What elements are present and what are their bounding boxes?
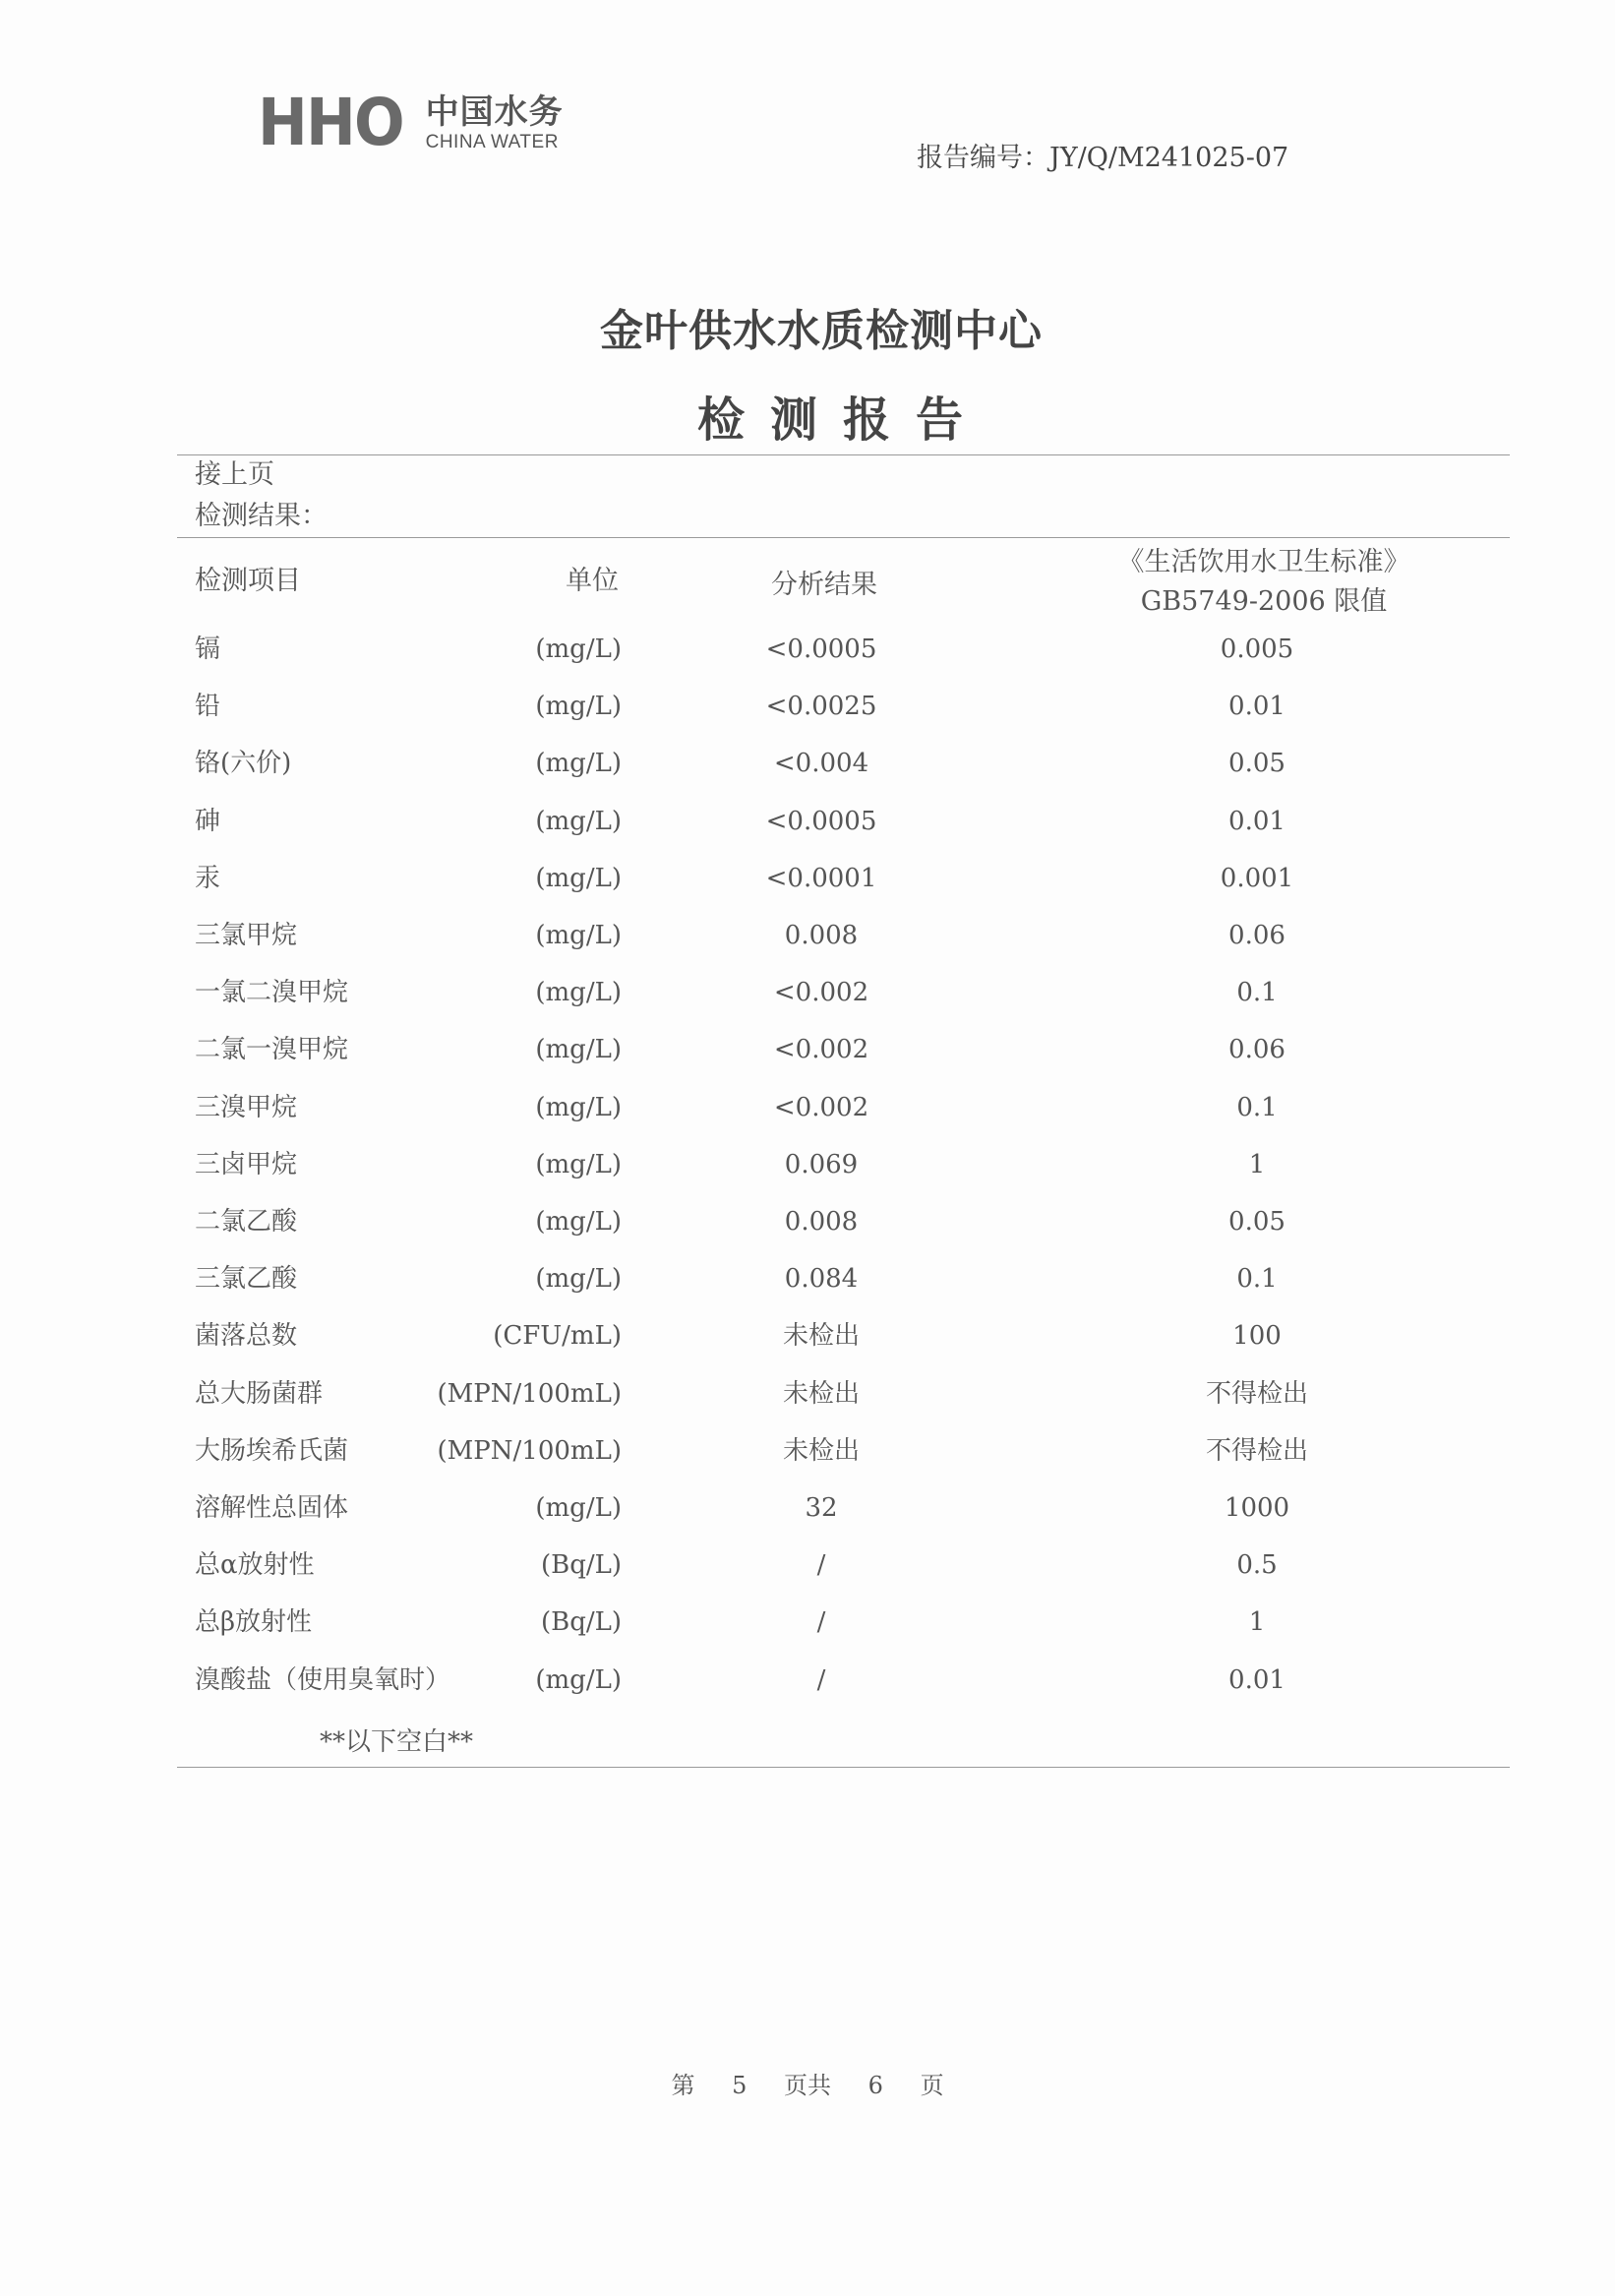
row-limit: 0.005	[1220, 634, 1294, 664]
table-row	[0, 859, 1615, 898]
document-title: 检测报告	[696, 393, 988, 448]
row-item: 二氯乙酸	[195, 1207, 298, 1237]
logo-en-text: CHINA WATER	[425, 131, 559, 152]
results-label: 检测结果：	[195, 501, 328, 531]
row-result: 未检出	[782, 1435, 861, 1466]
row-result: /	[816, 1607, 826, 1638]
logo-cn-text: 中国水务	[425, 91, 564, 132]
row-unit: (mg/L)	[535, 749, 622, 779]
row-unit: (CFU/mL)	[493, 1321, 622, 1352]
limit-header-standard: 《生活饮用水卫生标准》	[1117, 547, 1410, 577]
row-result: 未检出	[782, 1321, 861, 1352]
row-limit: 1000	[1224, 1493, 1290, 1523]
row-item: 砷	[195, 806, 221, 836]
table-row	[0, 1661, 1615, 1700]
row-unit: (mg/L)	[535, 1092, 622, 1122]
logo-text	[425, 91, 564, 152]
row-limit: 1	[1248, 1607, 1266, 1638]
row-item: 总α放射性	[195, 1550, 315, 1581]
row-unit: (Bq/L)	[540, 1607, 622, 1638]
row-result: <0.0025	[765, 692, 877, 722]
row-unit: (mg/L)	[535, 1664, 622, 1695]
row-result: 0.008	[784, 921, 859, 950]
blank-below-note: **以下空白**	[320, 1727, 474, 1757]
row-item: 菌落总数	[195, 1321, 298, 1352]
row-result: /	[816, 1664, 826, 1695]
header-divider	[177, 537, 1510, 538]
row-limit: 0.1	[1236, 978, 1278, 1008]
row-item: 总β放射性	[195, 1607, 313, 1638]
row-result: 0.084	[784, 1264, 859, 1295]
row-result: 0.069	[784, 1149, 859, 1179]
footer-current-page: 5	[732, 2072, 748, 2099]
top-divider	[177, 454, 1510, 455]
row-result: <0.0001	[765, 863, 877, 893]
row-limit: 100	[1232, 1321, 1282, 1352]
row-item: 三氯乙酸	[195, 1264, 298, 1295]
row-item: 一氯二溴甲烷	[195, 978, 349, 1008]
table-row	[0, 1202, 1615, 1241]
row-unit: (MPN/100mL)	[437, 1435, 622, 1466]
row-limit: 0.001	[1220, 863, 1294, 893]
column-header-unit: 单位	[566, 566, 619, 596]
page-footer	[0, 2066, 1615, 2100]
row-unit: (mg/L)	[535, 978, 622, 1008]
limit-header-code: GB5749-2006 限值	[1140, 586, 1388, 617]
row-result: <0.002	[773, 1092, 869, 1122]
table-row	[0, 802, 1615, 841]
row-limit: 0.1	[1236, 1264, 1278, 1295]
row-item: 大肠埃希氏菌	[195, 1435, 349, 1466]
row-unit: (Bq/L)	[540, 1550, 622, 1581]
row-limit: 0.01	[1228, 1664, 1286, 1695]
row-result: 0.008	[784, 1207, 859, 1237]
table-row	[0, 687, 1615, 726]
column-header-limit	[1116, 543, 1411, 622]
bottom-divider	[177, 1767, 1510, 1768]
footer-middle: 页共	[784, 2072, 831, 2099]
row-result: 32	[805, 1493, 838, 1523]
table-row	[0, 1545, 1615, 1585]
table-row	[0, 973, 1615, 1012]
report-number: 报告编号：JY/Q/M241025-07	[917, 143, 1289, 173]
row-unit: (mg/L)	[535, 1149, 622, 1179]
row-item: 溶解性总固体	[195, 1493, 349, 1523]
row-limit: 不得检出	[1205, 1435, 1309, 1466]
row-unit: (mg/L)	[535, 1035, 622, 1065]
row-limit: 1	[1248, 1149, 1266, 1179]
row-item: 铬(六价)	[195, 749, 292, 779]
row-result: <0.002	[773, 978, 869, 1008]
row-item: 溴酸盐（使用臭氧时）	[195, 1664, 451, 1695]
table-row	[0, 744, 1615, 783]
table-row	[0, 1030, 1615, 1069]
row-unit: (mg/L)	[535, 806, 622, 836]
table-row	[0, 1316, 1615, 1356]
row-item: 总大肠菌群	[195, 1378, 324, 1409]
table-row	[0, 1145, 1615, 1184]
row-result: <0.0005	[765, 634, 877, 664]
continued-from-previous: 接上页	[195, 459, 274, 490]
table-row	[0, 1431, 1615, 1471]
row-limit: 0.5	[1236, 1550, 1278, 1581]
row-result: <0.004	[773, 749, 869, 779]
row-item: 三氯甲烷	[195, 921, 298, 950]
row-unit: (MPN/100mL)	[437, 1378, 622, 1409]
row-limit: 0.06	[1228, 1035, 1286, 1065]
row-limit: 0.01	[1228, 806, 1286, 836]
row-limit: 0.1	[1236, 1092, 1278, 1122]
row-item: 二氯一溴甲烷	[195, 1035, 349, 1065]
row-unit: (mg/L)	[535, 1207, 622, 1237]
table-row	[0, 630, 1615, 669]
row-limit: 0.01	[1228, 692, 1286, 722]
row-unit: (mg/L)	[535, 634, 622, 664]
row-result: /	[816, 1550, 826, 1581]
column-header-result: 分析结果	[771, 570, 877, 600]
table-row	[0, 1374, 1615, 1414]
row-unit: (mg/L)	[535, 692, 622, 722]
row-item: 镉	[195, 634, 221, 664]
row-item: 铅	[195, 692, 221, 722]
footer-prefix: 第	[671, 2072, 695, 2099]
row-result: <0.0005	[765, 806, 877, 836]
footer-total-pages: 6	[867, 2072, 883, 2099]
row-limit: 0.05	[1228, 749, 1286, 779]
footer-suffix: 页	[920, 2072, 944, 2099]
row-result: 未检出	[782, 1378, 861, 1409]
table-row	[0, 1088, 1615, 1127]
row-unit: (mg/L)	[535, 863, 622, 893]
table-row	[0, 916, 1615, 955]
row-item: 三溴甲烷	[195, 1092, 298, 1122]
logo-mark: HHO	[258, 85, 403, 160]
table-row	[0, 1602, 1615, 1642]
row-result: <0.002	[773, 1035, 869, 1065]
row-unit: (mg/L)	[535, 1493, 622, 1523]
row-limit: 0.06	[1228, 921, 1286, 950]
company-logo	[258, 85, 564, 160]
row-item: 三卤甲烷	[195, 1149, 298, 1179]
organization-title: 金叶供水水质检测中心	[600, 306, 1043, 356]
column-header-item: 检测项目	[195, 566, 301, 596]
continued-note	[195, 454, 328, 537]
row-limit: 0.05	[1228, 1207, 1286, 1237]
row-limit: 不得检出	[1205, 1378, 1309, 1409]
table-row	[0, 1259, 1615, 1299]
row-unit: (mg/L)	[535, 921, 622, 950]
row-item: 汞	[195, 863, 221, 893]
table-row	[0, 1488, 1615, 1528]
row-unit: (mg/L)	[535, 1264, 622, 1295]
